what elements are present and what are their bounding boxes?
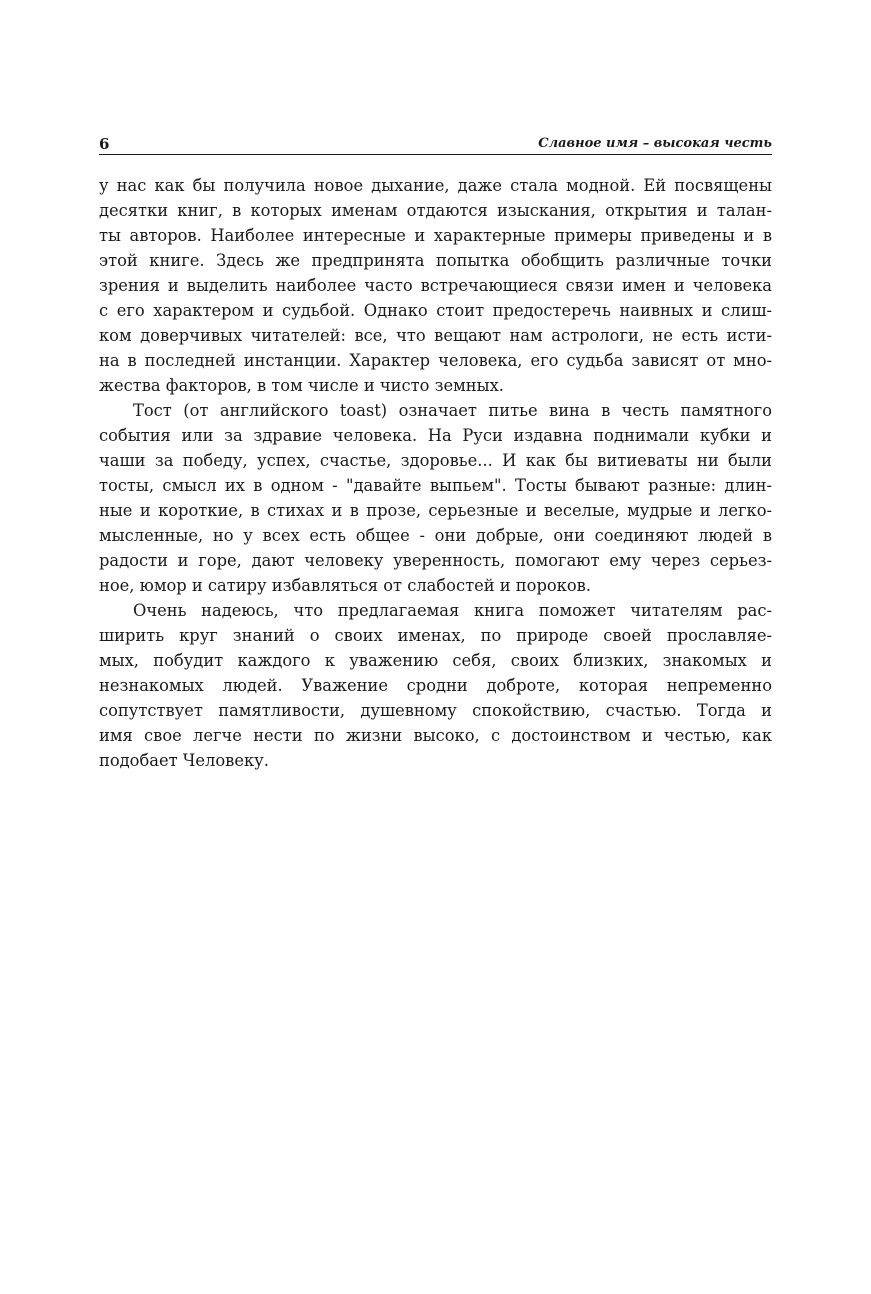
text-line: имя свое легче нести по жизни высоко, с достоинством и честью, как [99, 726, 772, 745]
text-line: чаши за победу, успех, счастье, здоровье... И как бы витиеваты ни были [99, 451, 772, 470]
text-line: тосты, смысл их в одном - "давайте выпьем". Тосты бывают разные: длин- [99, 476, 772, 495]
text-line: с его характером и судьбой. Однако стоит предостеречь наивных и слиш- [99, 301, 772, 320]
text-line: на в последней инстанции. Характер человека, его судьба зависят от мно- [99, 351, 772, 370]
text-line: жества факторов, в том числе и чисто земных. [99, 376, 504, 395]
text-line: десятки книг, в которых именам отдаются изыскания, открытия и талан- [99, 201, 772, 220]
paragraph-first-line: Тост (от английского toast) означает питье вина в честь памятного [133, 401, 772, 420]
text-line: подобает Человеку. [99, 751, 269, 770]
text-line: сопутствует памятливости, душевному спокойствию, счастью. Тогда и [99, 701, 772, 720]
text-line: события или за здравие человека. На Руси издавна поднимали кубки и [99, 426, 772, 445]
paragraph-first-line: Очень надеюсь, что предлагаемая книга поможет читателям рас- [133, 601, 772, 620]
text-line: ком доверчивых читателей: все, что вещают нам астрологи, не есть исти- [99, 326, 772, 345]
body-text [99, 173, 772, 773]
running-title: Славное имя – высокая честь [538, 136, 772, 151]
text-line: ное, юмор и сатиру избавляться от слабостей и пороков. [99, 576, 591, 595]
text-line: радости и горе, дают человеку уверенность, помогают ему через серьез- [99, 551, 772, 570]
text-line: незнакомых людей. Уважение сродни доброте, которая непременно [99, 676, 772, 695]
text-line: мысленные, но у всех есть общее - они добрые, они соединяют людей в [99, 526, 772, 545]
text-line: ные и короткие, в стихах и в прозе, серьезные и веселые, мудрые и легко- [99, 501, 772, 520]
text-line: у нас как бы получила новое дыхание, даже стала модной. Ей посвящены [99, 176, 772, 195]
text-line: ширить круг знаний о своих именах, по природе своей прославляе- [99, 626, 772, 645]
page-number: 6 [99, 135, 110, 153]
text-line: зрения и выделить наиболее часто встречающиеся связи имен и человека [99, 276, 772, 295]
text-line: ты авторов. Наиболее интересные и характерные примеры приведены и в [99, 226, 772, 245]
text-line: этой книге. Здесь же предпринята попытка обобщить различные точки [99, 251, 772, 270]
running-header [99, 134, 772, 155]
text-line: мых, побудит каждого к уважению себя, своих близких, знакомых и [99, 651, 772, 670]
